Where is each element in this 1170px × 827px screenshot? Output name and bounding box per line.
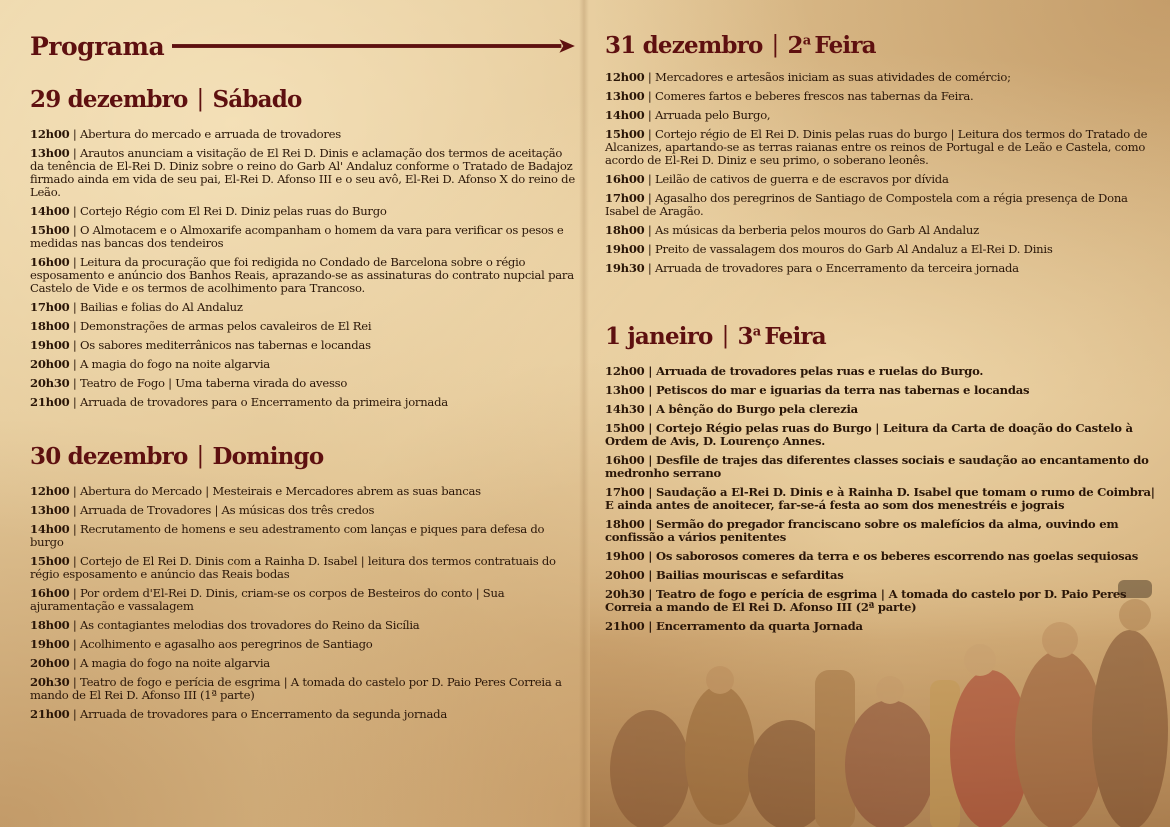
schedule-description: Cortejo Régio pelas ruas do Burgo | Leitura da Carta de doação do Castelo à Ordem de Avis, D. Lourenço Annes. [605,421,1133,448]
schedule-time: 12h00 [30,127,70,141]
schedule-description: Leitura da procuração que foi redigida no Condado de Barcelona sobre o régio esposamento e anúncio dos Banhos Reais, aprazando-se as assinaturas do contrato nupcial para Castelo de Vide e os termos de acolhimento para Trancoso. [30,255,574,295]
schedule-time: 19h00 [30,338,70,352]
day-heading-31 [605,28,1160,62]
schedule-time: 12h00 [605,364,645,378]
schedule-description: Petiscos do mar e iguarias da terra nas tabernas e locandas [656,383,1030,397]
separator: | [69,522,80,536]
separator: | [644,619,656,633]
separator: | [644,89,655,103]
schedule-description: Os saborosos comeres da terra e os beberes escorrendo nas goelas sequiosas [656,549,1139,563]
schedule-item [30,708,575,721]
schedule-item [30,485,575,498]
schedule-description: Comeres fartos e beberes frescos nas tabernas da Feira. [654,89,974,103]
schedule-item [605,71,1160,84]
day-heading-01 [605,319,1160,353]
schedule-item [30,523,575,549]
separator: | [644,172,655,186]
separator: | [644,70,655,84]
schedule-time: 17h00 [30,300,70,314]
schedule-description: Abertura do mercado e arruada de trovadores [79,127,341,141]
day-weekday: Feira [814,31,876,59]
separator: | [69,707,80,721]
separator: | [69,637,80,651]
schedule-item [30,657,575,670]
schedule-item [605,569,1160,582]
schedule-item [605,192,1160,218]
separator: | [69,376,80,390]
schedule-item [30,587,575,613]
schedule-time: 21h00 [30,707,70,721]
day-date: 31 dezembro [605,31,763,59]
schedule-time: 21h00 [30,395,70,409]
schedule-item [30,396,575,409]
schedule-description: Preito de vassalagem dos mouros do Garb Al Andaluz a El-Rei D. Dinis [654,242,1053,256]
separator: | [644,549,656,563]
schedule-description: Teatro de Fogo | Uma taberna virada do avesso [79,376,348,390]
separator: | [644,485,656,499]
schedule-time: 17h00 [605,485,645,499]
schedule-item [30,128,575,141]
schedule-description: Os sabores mediterrânicos nas tabernas e locandas [79,338,371,352]
separator: | [69,586,80,600]
schedule-item [30,256,575,295]
schedule-time: 15h00 [605,421,645,435]
schedule-description: Sermão do pregador franciscano sobre os malefícios da alma, ouvindo em confissão a vários penitentes [605,517,1119,544]
schedule-item [30,301,575,314]
schedule-description: Cortejo Régio com El Rei D. Diniz pelas ruas do Burgo [79,204,387,218]
schedule-time: 21h00 [605,619,645,633]
separator: | [644,517,656,531]
separator: | [69,656,80,670]
schedule-item [605,109,1160,122]
schedule-description: Teatro de fogo e perícia de esgrima | A tomada do castelo por D. Paio Peres Correia a mando de El Rei D. Afonso III (2ª parte) [605,587,1127,614]
schedule-description: Leilão de cativos de guerra e de escravos por dívida [654,172,949,186]
schedule-description: Mercadores e artesãos iniciam as suas atividades de comércio; [654,70,1011,84]
separator: | [644,108,655,122]
schedule-item [605,486,1160,512]
schedule-description: Abertura do Mercado | Mesteirais e Mercadores abrem as suas bancas [79,484,481,498]
schedule-time: 20h00 [605,568,645,582]
schedule-description: Arautos anunciam a visitação de El Rei D. Dinis e aclamação dos termos de aceitação da tenência de El-Rei D. Diniz sobre o reino do Garb Al' Andaluz conforme o Tratado de Badajoz firmado ainda em vida de seu pai, El-Rei D. Afonso III e o seu avô, El-Rei D. Afonso X do reino de Leão. [30,146,575,199]
schedule-item [30,638,575,651]
schedule-description: Arruada de trovadores para o Encerramento da terceira jornada [654,261,1019,275]
schedule-time: 20h30 [30,376,70,390]
schedule-item [30,358,575,371]
separator: | [69,357,80,371]
schedule-description: O Almotacem e o Almoxarife acompanham o homem da vara para verificar os pesos e medidas nas bancas dos tendeiros [30,223,564,250]
separator: | [69,204,80,218]
schedule-item [30,320,575,333]
separator: | [69,255,80,269]
arrow-right-icon [172,38,575,54]
schedule-description: Bailias e folias do Al Andaluz [79,300,243,314]
schedule-item [605,384,1160,397]
schedule-time: 13h00 [30,146,70,160]
day-weekday: Sábado [212,85,302,113]
schedule-time: 19h00 [605,549,645,563]
schedule-item [30,555,575,581]
schedule-description: Teatro de fogo e perícia de esgrima | A tomada do castelo por D. Paio Peres Correia a mando de El Rei D. Afonso III (1ª parte) [30,675,562,702]
schedule-time: 15h00 [605,127,645,141]
events-list-29 [30,128,575,409]
schedule-time: 14h30 [605,402,645,416]
schedule-description: Desfile de trajes das diferentes classes sociais e saudação ao encantamento do medronho serrano [605,453,1149,480]
schedule-item [605,550,1160,563]
separator: | [644,421,656,435]
separator: | [644,242,655,256]
schedule-item [30,676,575,702]
schedule-time: 12h00 [30,484,70,498]
schedule-item [605,403,1160,416]
separator: | [69,223,80,237]
schedule-time: 20h30 [30,675,70,689]
schedule-time: 18h00 [30,319,70,333]
separator: | [69,146,80,160]
schedule-description: As contagiantes melodias dos trovadores do Reino da Sicília [79,618,420,632]
schedule-item [605,518,1160,544]
schedule-time: 17h00 [605,191,645,205]
schedule-item [30,339,575,352]
separator: | [69,554,80,568]
schedule-item [30,504,575,517]
separator: | [644,364,656,378]
schedule-time: 20h00 [30,357,70,371]
schedule-time: 20h30 [605,587,645,601]
schedule-time: 15h00 [30,223,70,237]
schedule-item [605,620,1160,633]
schedule-time: 16h00 [605,453,645,467]
programa-header [30,28,575,64]
schedule-description: Por ordem d'El-Rei D. Dinis, criam-se os corpos de Besteiros do conto | Sua ajuramentação e vassalagem [30,586,505,613]
schedule-time: 13h00 [30,503,70,517]
schedule-item [30,619,575,632]
schedule-item [30,377,575,390]
events-list-01 [605,365,1160,633]
schedule-description: Agasalho dos peregrinos de Santiago de Compostela com a régia presença de Dona Isabel de Aragão. [605,191,1128,218]
schedule-description: Demonstrações de armas pelos cavaleiros de El Rei [79,319,372,333]
separator: | [771,32,779,58]
schedule-time: 20h00 [30,656,70,670]
schedule-time: 15h00 [30,554,70,568]
schedule-description: Cortejo de El Rei D. Dinis com a Rainha D. Isabel | leitura dos termos contratuais do régio esposamento e anúncio das Reais bodas [30,554,556,581]
schedule-description: Arruada de trovadores para o Encerramento da primeira jornada [79,395,448,409]
separator: | [644,261,655,275]
schedule-time: 19h00 [605,242,645,256]
separator: | [721,323,729,349]
schedule-item [605,262,1160,275]
schedule-item [605,588,1160,614]
schedule-description: Arruada pelo Burgo, [654,108,771,122]
schedule-time: 16h00 [605,172,645,186]
separator: | [196,86,204,112]
schedule-time: 14h00 [605,108,645,122]
day-weekday: Feira [764,322,826,350]
schedule-description: Cortejo régio de El Rei D. Dinis pelas ruas do burgo | Leitura dos termos do Tratado de Alcanizes, apartando-se as terras raianas entre os reinos de Portugal e de Leão e Castela, como acordo de El-Rei D. Diniz e seu primo, o soberano leonês. [605,127,1148,167]
schedule-item [605,173,1160,186]
schedule-item [30,224,575,250]
day-heading-30 [30,439,575,473]
day-date: 1 janeiro [605,322,713,350]
separator: | [644,587,656,601]
schedule-time: 14h00 [30,204,70,218]
separator: | [69,675,80,689]
schedule-item [605,454,1160,480]
schedule-item [605,224,1160,237]
separator: | [69,300,80,314]
schedule-time: 19h30 [605,261,645,275]
schedule-time: 12h00 [605,70,645,84]
schedule-description: Saudação a El-Rei D. Dinis e à Rainha D. Isabel que tomam o rumo de Coimbra| E ainda antes de anoitecer, far-se-á festa ao som dos menestréis e jograis [605,485,1155,512]
separator: | [69,338,80,352]
schedule-time: 13h00 [605,89,645,103]
schedule-item [30,147,575,199]
schedule-description: A magia do fogo na noite algarvia [79,357,270,371]
separator: | [644,402,656,416]
separator: | [69,319,80,333]
schedule-item [605,365,1160,378]
day-date: 30 dezembro [30,442,188,470]
schedule-item [605,243,1160,256]
separator: | [644,223,655,237]
programa-title: Programa [30,31,165,61]
schedule-description: A magia do fogo na noite algarvia [79,656,270,670]
separator: | [69,503,80,517]
right-column [605,28,1160,639]
day-heading-29 [30,82,575,116]
schedule-item [605,128,1160,167]
separator: | [644,568,656,582]
schedule-time: 18h00 [605,223,645,237]
schedule-description: Bailias mouriscas e sefarditas [656,568,844,582]
separator: | [69,127,80,141]
separator: | [644,191,655,205]
schedule-item [30,205,575,218]
left-column [30,28,575,727]
schedule-description: Arruada de trovadores pelas ruas e ruelas do Burgo. [656,364,984,378]
events-list-30 [30,485,575,721]
schedule-description: Arruada de trovadores para o Encerramento da segunda jornada [79,707,447,721]
day-ordinal: 2$^a$ [787,31,811,59]
separator: | [69,395,80,409]
schedule-time: 13h00 [605,383,645,397]
separator: | [196,443,204,469]
events-list-31 [605,71,1160,275]
separator: | [69,618,80,632]
schedule-description: Encerramento da quarta Jornada [656,619,863,633]
schedule-time: 18h00 [30,618,70,632]
day-weekday: Domingo [212,442,324,470]
schedule-description: Acolhimento e agasalho aos peregrinos de Santiago [79,637,373,651]
schedule-item [605,90,1160,103]
schedule-time: 16h00 [30,255,70,269]
schedule-time: 18h00 [605,517,645,531]
page-fold [579,0,589,827]
schedule-time: 19h00 [30,637,70,651]
schedule-description: Arruada de Trovadores | As músicas dos três credos [79,503,375,517]
schedule-description: A bênção do Burgo pela clerezia [656,402,858,416]
day-date: 29 dezembro [30,85,188,113]
schedule-description: Recrutamento de homens e seu adestramento com lanças e piques para defesa do burgo [30,522,545,549]
separator: | [644,453,656,467]
separator: | [69,484,80,498]
separator: | [644,383,656,397]
separator: | [644,127,655,141]
schedule-time: 16h00 [30,586,70,600]
day-ordinal: 3$^a$ [737,322,761,350]
schedule-description: As músicas da berberia pelos mouros do Garb Al Andaluz [654,223,979,237]
schedule-item [605,422,1160,448]
schedule-time: 14h00 [30,522,70,536]
